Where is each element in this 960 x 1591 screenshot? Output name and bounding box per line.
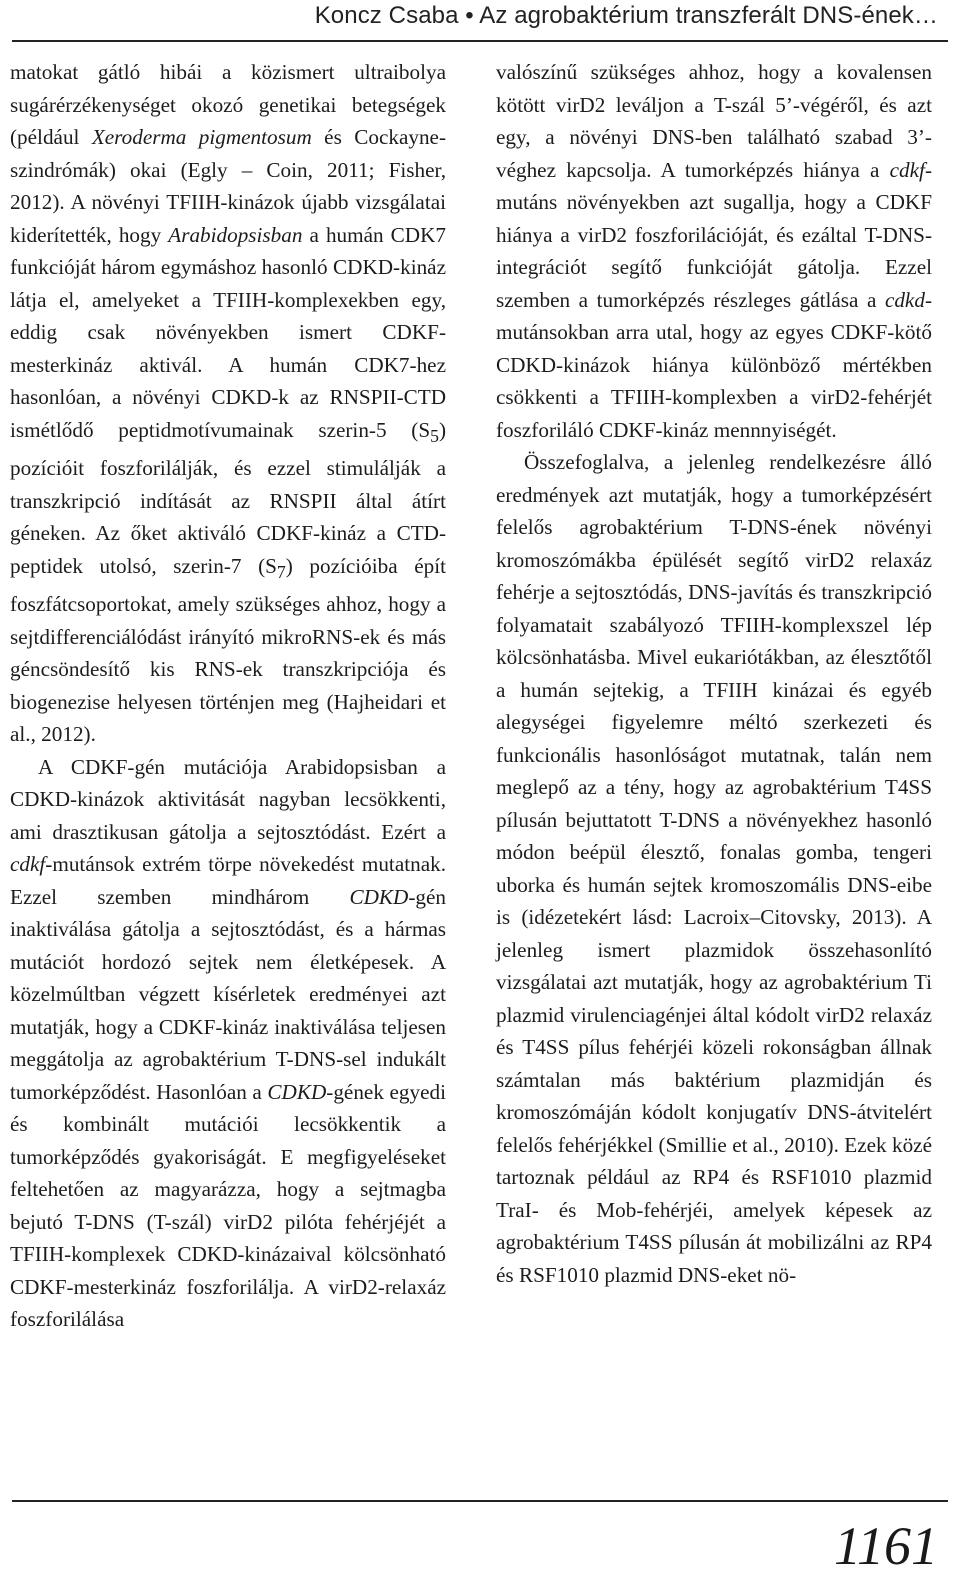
left-column: [10, 56, 446, 1336]
left-paragraph-1: [10, 56, 446, 751]
header-rule: [12, 40, 948, 42]
italic-term: cdkf: [10, 852, 46, 877]
running-head: Koncz Csaba • Az agrobaktérium transzferált DNS-ének…: [314, 2, 938, 29]
italic-term: cdkf: [889, 157, 925, 182]
text-run: -mutánsok extrém törpe növekedést mutatnak. Ezzel szemben mindhárom: [10, 852, 446, 909]
left-paragraph-2: [10, 751, 446, 1336]
text-run: matokat gátló hibái a közismert ultraibolya sugárérzékenységet okozó genetikai betegségek (például: [10, 60, 446, 149]
italic-term: CDKD: [349, 884, 409, 909]
italic-term: Xeroderma pigmentosum: [91, 125, 312, 149]
italic-term: CDKD: [267, 1079, 327, 1104]
text-run: a humán CDK7 funkcióját három egymáshoz hasonló CDKD-kináz látja el, amelyeket a TFIIH-komplexekben egy, eddig csak növényekben ismert CDKF-mesterkináz aktivál. A humán CDK7-hez hasonlóan, a növényi CDKD-k az RNSPII-CTD ismétlődő peptidmotívumainak szerin-5 (S: [10, 222, 446, 442]
text-run: -mutánsokban arra utal, hogy az egyes CDKF-kötő CDKD-kinázok hiánya különböző mértékben csökkenti a TFIIH-komplexben a virD2-fehérjét foszforiláló CDKF-kináz mennnyiségét.: [496, 287, 932, 442]
italic-term: cdkd: [884, 287, 925, 312]
subscript: 7: [276, 561, 286, 582]
right-column: [496, 56, 932, 1291]
text-run: -gének egyedi és kombinált mutációi lecsökkentik a tumorképződés gyakoriságát. E megfigyeléseket feltehetően az magyarázza, hogy a sejtmagba bejutó T-DNS (T-szál) virD2 pilóta fehérjéjét a TFIIH-komplexek CDKD-kinázaival kölcsönható CDKF-mesterkináz foszforilálja. A virD2-relaxáz foszforilálása: [10, 1079, 446, 1332]
text-run: -gén inaktiválása gátolja a sejtosztódást, és a hármas mutációt hordozó sejtek nem életképesek. A közelmúltban végzett kísérletek eredményei azt mutatják, hogy a CDKF-kináz inaktiválása teljesen meggátolja az agrobaktérium T-DNS-sel indukált tumorképződést. Hasonlóan a: [10, 884, 446, 1104]
text-run: A CDKF-gén mutációja Arabidopsisban a CDKD-kinázok aktivitását nagyban lecsökkenti, ami drasztikusan gátolja a sejtosztódást. Ezért a: [10, 754, 446, 844]
subscript: 5: [430, 425, 439, 446]
text-run: -mutáns növényekben azt sugallja, hogy a CDKF hiánya a virD2 foszforilációját, és ezáltal T-DNS-integrációt segítő funkcióját gátolja. Ezzel szemben a tumorképzés részleges gátlása a: [496, 157, 932, 312]
text-run: és Cockayne-szindrómák) okai (Egly – Coin, 2011; Fisher, 2012). A növényi TFIIH-kinázok újabb vizsgálatai kiderítették, hogy: [10, 125, 446, 247]
text-run: ) pozícióit foszforilálják, és ezzel stimulálják a transzkripció indítását az RNSPII által átírt géneken. Az őket aktiváló CDKF-kináz a CTD-peptidek utolsó, szerin-7 (S: [10, 417, 446, 578]
text-run: valószínű szükséges ahhoz, hogy a kovalensen kötött virD2 leváljon a T-szál 5’-végéről, és azt egy, a növényi DNS-ben található szabad 3’-véghez kapcsolja. A tumorképzés hiánya a: [496, 60, 932, 182]
right-paragraph-1: [496, 56, 932, 446]
page-number: 1161: [834, 1516, 938, 1576]
italic-term: Arabidopsisban: [168, 222, 303, 247]
right-paragraph-2: Összefoglalva, a jelenleg rendelkezésre álló eredmények azt mutatják, hogy a tumorképzésért felelős agrobaktérium T-DNS-ének növényi kromoszómákba épülését segítő virD2 relaxáz fehérje a sejtosztódás, DNS-javítás és transzkripció folyamatait szabályozó TFIIH-komplexszel lép kölcsönhatásba. Mivel eukariótákban, az élesztőtől a humán sejtekig, a TFIIH kinázai és egyéb alegységei figyelemre méltó szerkezeti és funkcionális hasonlóságot mutatnak, talán nem meglepő az a tény, hogy az agrobaktérium T4SS pílusán bejuttatott T-DNS a növényekhez hasonló módon beépül élesztő, fonalas gomba, tengeri uborka és humán sejtek kromoszomális DNS-eibe is (idézetekért lásd: Lacroix–Citovsky, 2013). A jelenleg ismert plazmidok összehasonlító vizsgálatai azt mutatják, hogy az agrobaktérium Ti plazmid virulenciagénjei által kódolt virD2 relaxáz és T4SS pílus fehérjéi közeli rokonságban állnak számtalan más baktérium plazmidján és kromoszómáján kódolt konjugatív DNS-átvitelért felelős fehérjékkel (Smillie et al., 2010). Ezek közé tartoznak például az RP4 és RSF1010 plazmid TraI- és Mob-fehérjéi, amelyek képesek az agrobaktérium T4SS pílusán át mobilizálni az RP4 és RSF1010 plazmid DNS-eket nö-: [496, 450, 932, 1287]
text-run: ) pozícióiba épít foszfátcsoportokat, amely szükséges ahhoz, hogy a sejtdifferenciálódást irányító mikroRNS-ek és más géncsöndesítő kis RNS-ek transzkripciója és biogenezise helyesen történjen meg (Hajheidari et al., 2012).: [10, 553, 446, 747]
footer-rule: [12, 1500, 948, 1502]
